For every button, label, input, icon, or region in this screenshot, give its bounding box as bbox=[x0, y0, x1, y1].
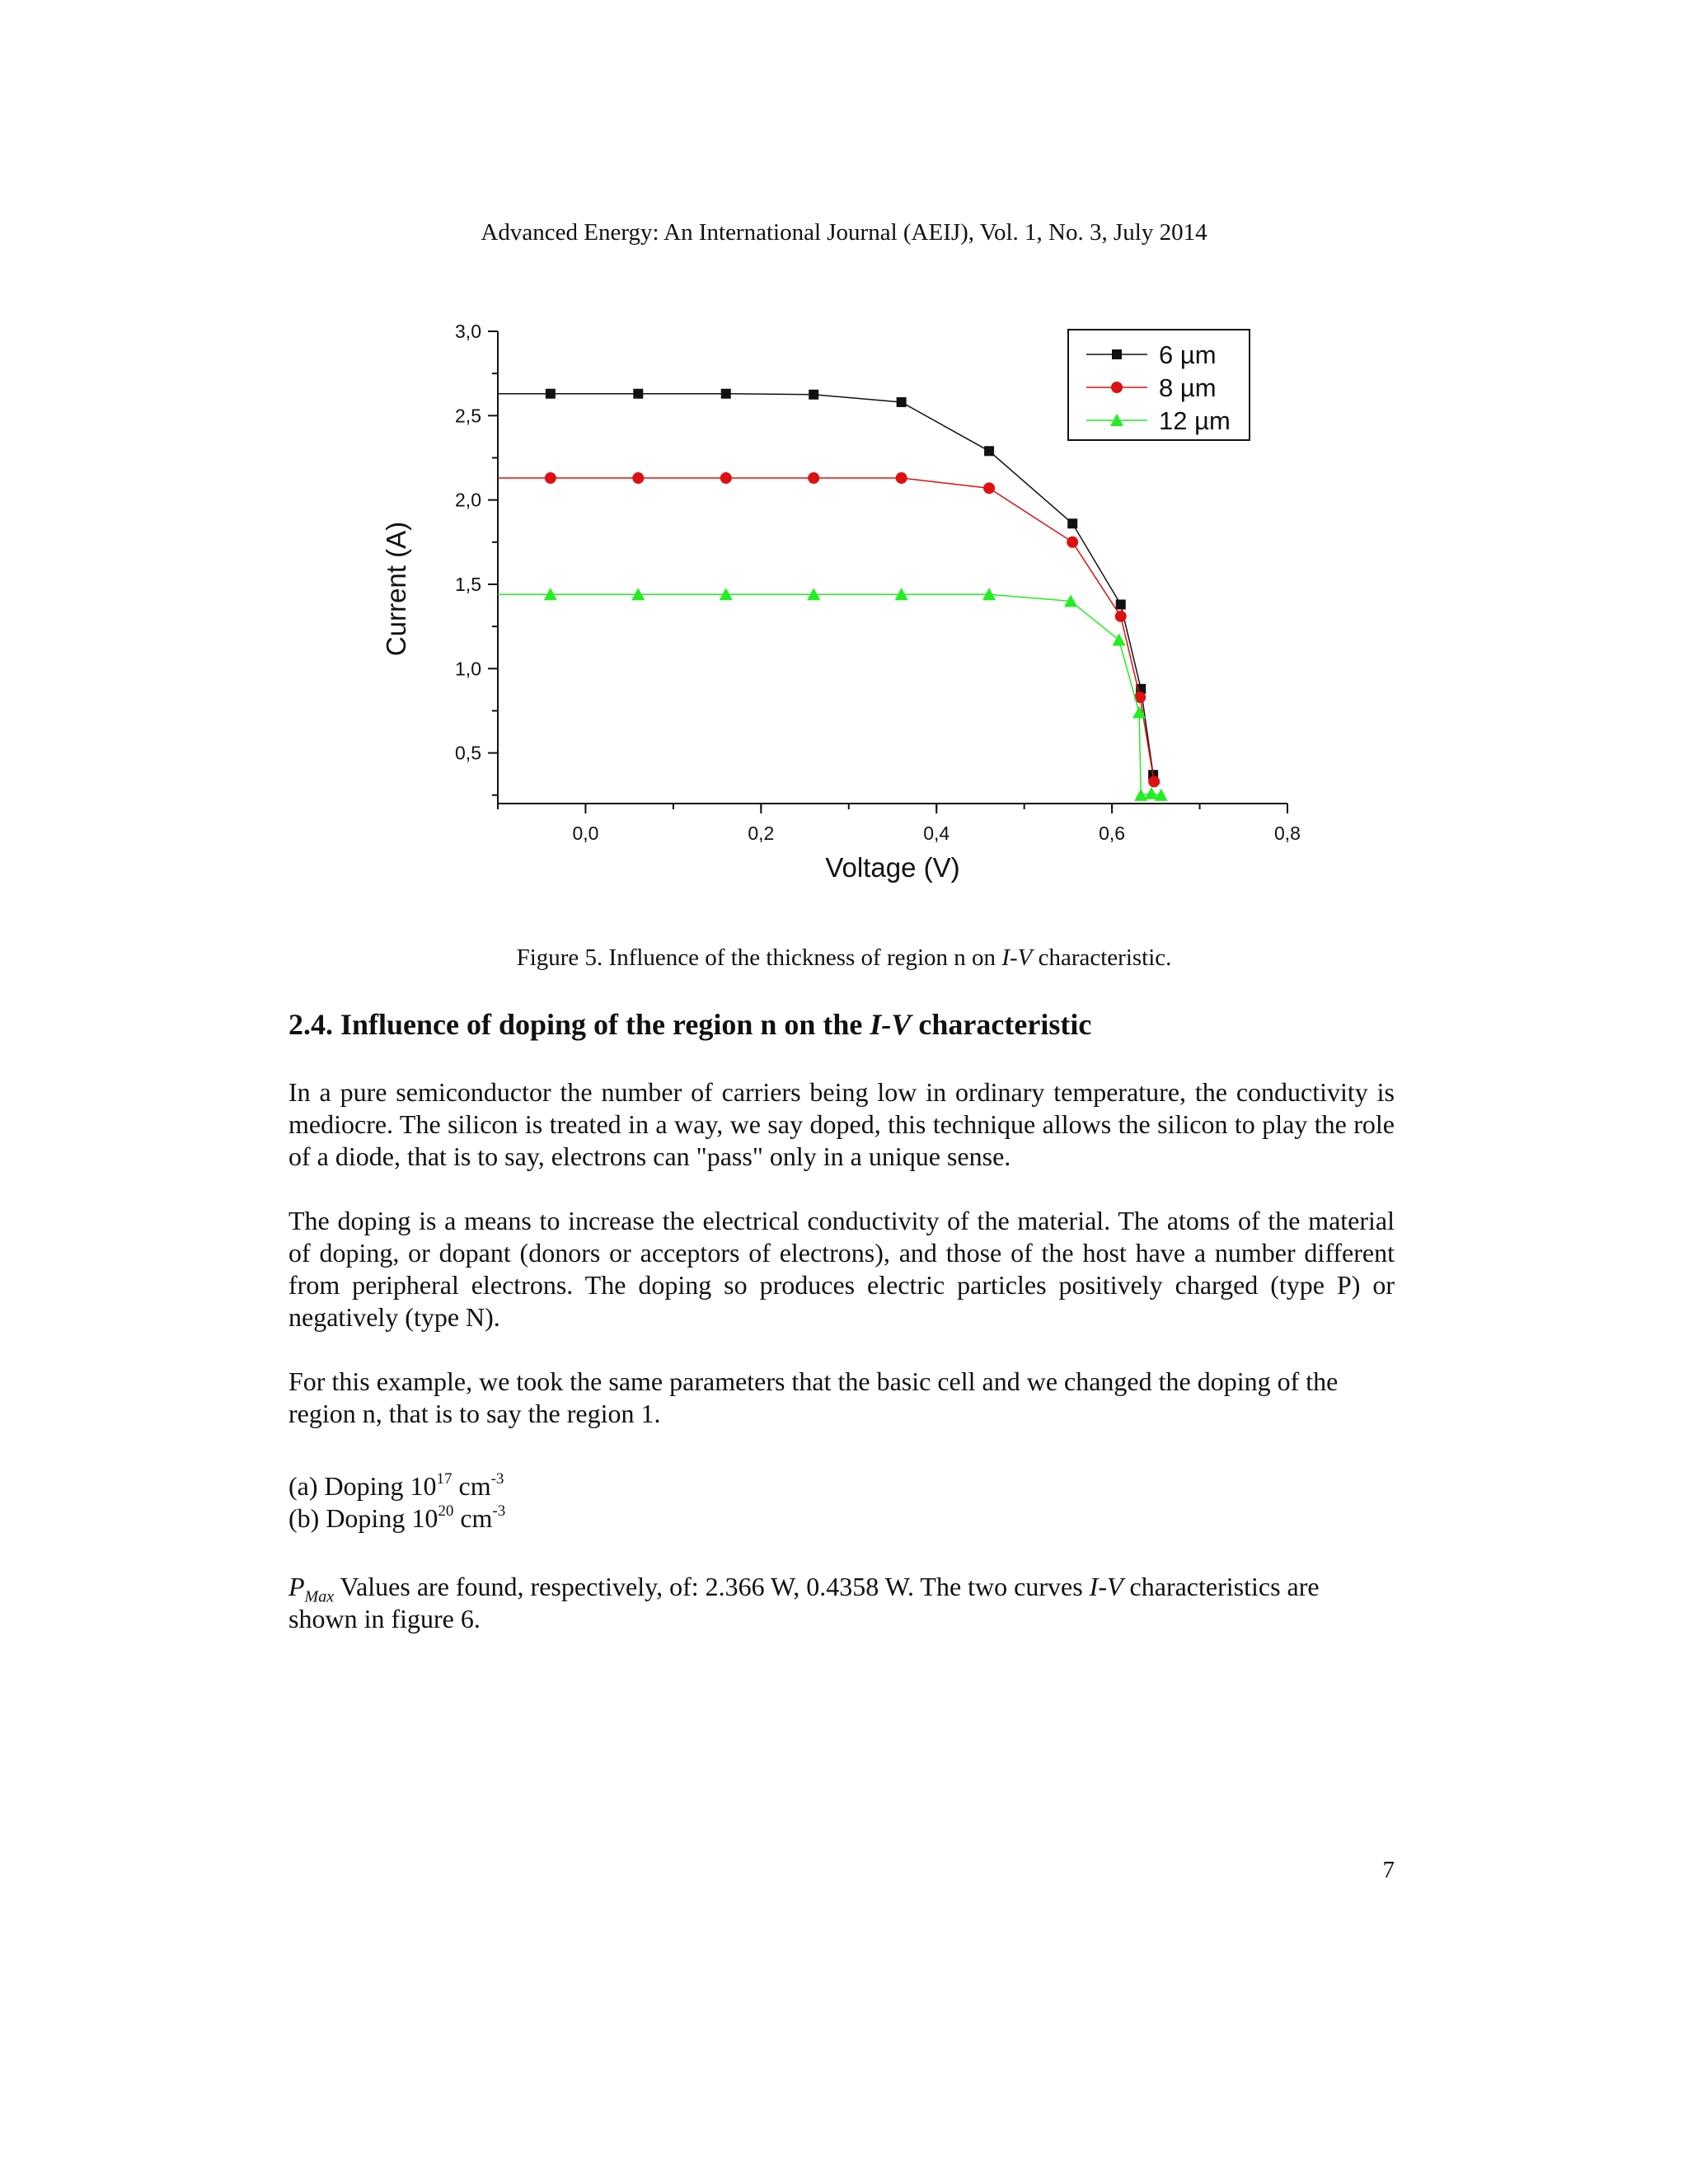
section-heading bbox=[288, 1007, 1401, 1042]
x-tick-label: 0,6 bbox=[1099, 823, 1126, 844]
data-point bbox=[897, 397, 907, 407]
list-unit: cm bbox=[452, 1471, 491, 1501]
legend bbox=[1068, 330, 1250, 440]
caption-prefix: Figure 5. Influence of the thickness of region n on bbox=[516, 944, 1002, 971]
page-number: 7 bbox=[1382, 1857, 1395, 1883]
figure-caption bbox=[0, 944, 1688, 972]
list-item-b bbox=[288, 1502, 505, 1535]
list-exponent: 17 bbox=[436, 1470, 452, 1488]
y-axis-label: Current (A) bbox=[381, 521, 411, 657]
heading-iv: I-V bbox=[870, 1008, 912, 1041]
paragraph-2: The doping is a means to increase the electrical conductivity of the material. The atoms of the material of doping, or dopant (donors or acceptors of electrons), and those of the host have a number different from peripheral electrons. The doping so produces electric particles positively charged (type P) or negatively (type N). bbox=[288, 1206, 1395, 1332]
data-point bbox=[1067, 537, 1078, 548]
x-tick-label: 0,2 bbox=[748, 823, 775, 844]
data-point bbox=[720, 472, 732, 484]
series-group bbox=[498, 389, 1168, 801]
paragraph-4-end: characteristics are shown in figure 6. bbox=[288, 1572, 1320, 1633]
data-point bbox=[721, 389, 731, 399]
data-point bbox=[1113, 633, 1126, 645]
pmax-subscript: Max bbox=[304, 1587, 335, 1606]
series-1 bbox=[498, 472, 1160, 787]
list-marker: (a) bbox=[288, 1471, 318, 1501]
data-point bbox=[1145, 787, 1158, 799]
caption-suffix: characteristic. bbox=[1032, 944, 1172, 971]
legend-marker bbox=[1112, 349, 1122, 359]
legend-label: 12 µm bbox=[1159, 406, 1231, 435]
running-header: Advanced Energy: An International Journal (AEIJ), Vol. 1, No. 3, July 2014 bbox=[481, 219, 1207, 246]
paragraph-4-mid: Values are found, respectively, of: 2.366 W, 0.4358 W. The two curves bbox=[334, 1572, 1090, 1601]
y-tick-label: 2,0 bbox=[455, 489, 481, 511]
caption-iv: I-V bbox=[1001, 944, 1033, 971]
data-point bbox=[1116, 600, 1126, 610]
heading-prefix: 2.4. Influence of doping of the region n on the bbox=[288, 1008, 870, 1041]
series-0 bbox=[498, 389, 1158, 780]
list-unit-exponent: -3 bbox=[492, 1502, 506, 1520]
y-tick-label: 1,5 bbox=[455, 573, 481, 595]
data-point bbox=[545, 472, 556, 484]
series-line bbox=[498, 478, 1154, 781]
x-axis-label: Voltage (V) bbox=[825, 852, 960, 883]
legend-marker bbox=[1111, 382, 1123, 393]
x-tick-label: 0,8 bbox=[1274, 823, 1301, 844]
list-item-a bbox=[288, 1470, 504, 1502]
data-point bbox=[808, 472, 819, 484]
pmax-symbol: P bbox=[288, 1572, 305, 1601]
paragraph-3: For this example, we took the same parameters that the basic cell and we changed the doping of the region n, that is to say the region 1. bbox=[288, 1366, 1339, 1428]
iv-chart bbox=[0, 0, 1688, 923]
legend-label: 8 µm bbox=[1159, 373, 1217, 402]
data-point bbox=[633, 389, 643, 399]
series-line bbox=[498, 594, 1161, 795]
y-tick-label: 2,5 bbox=[455, 405, 481, 427]
list-unit: cm bbox=[453, 1503, 493, 1533]
x-ticks bbox=[498, 804, 1301, 844]
list-exponent: 20 bbox=[438, 1502, 454, 1520]
y-tick-label: 1,0 bbox=[455, 658, 481, 680]
series-2 bbox=[498, 588, 1168, 801]
x-tick-label: 0,0 bbox=[572, 823, 599, 844]
series-line bbox=[498, 394, 1153, 775]
list-marker: (b) bbox=[288, 1503, 320, 1533]
x-tick-label: 0,4 bbox=[923, 823, 950, 844]
data-point bbox=[896, 472, 907, 484]
data-point bbox=[984, 446, 994, 456]
legend-label: 6 µm bbox=[1159, 340, 1217, 369]
heading-suffix: characteristic bbox=[911, 1008, 1092, 1041]
y-tick-label: 3,0 bbox=[455, 321, 481, 342]
list-unit-exponent: -3 bbox=[490, 1470, 504, 1488]
y-tick-label: 0,5 bbox=[455, 742, 481, 764]
paragraph-4-iv: I-V bbox=[1089, 1572, 1123, 1601]
data-point bbox=[1148, 776, 1160, 787]
data-point bbox=[1067, 518, 1077, 528]
list-text: Doping 10 bbox=[319, 1503, 438, 1533]
data-point bbox=[1115, 611, 1127, 622]
paragraph-4 bbox=[288, 1571, 1393, 1635]
data-point bbox=[983, 482, 995, 494]
paragraph-1: In a pure semiconductor the number of carriers being low in ordinary temperature, the conductivity is mediocre. The silicon is treated in a way, we say doped, this technique allows the silicon to play the role of a diode, that is to say, electrons can "pass" only in a unique sense. bbox=[288, 1077, 1395, 1171]
y-ticks bbox=[455, 321, 498, 795]
list-text: Doping 10 bbox=[317, 1471, 437, 1501]
data-point bbox=[546, 389, 556, 399]
data-point bbox=[632, 472, 644, 484]
data-point bbox=[809, 390, 818, 400]
